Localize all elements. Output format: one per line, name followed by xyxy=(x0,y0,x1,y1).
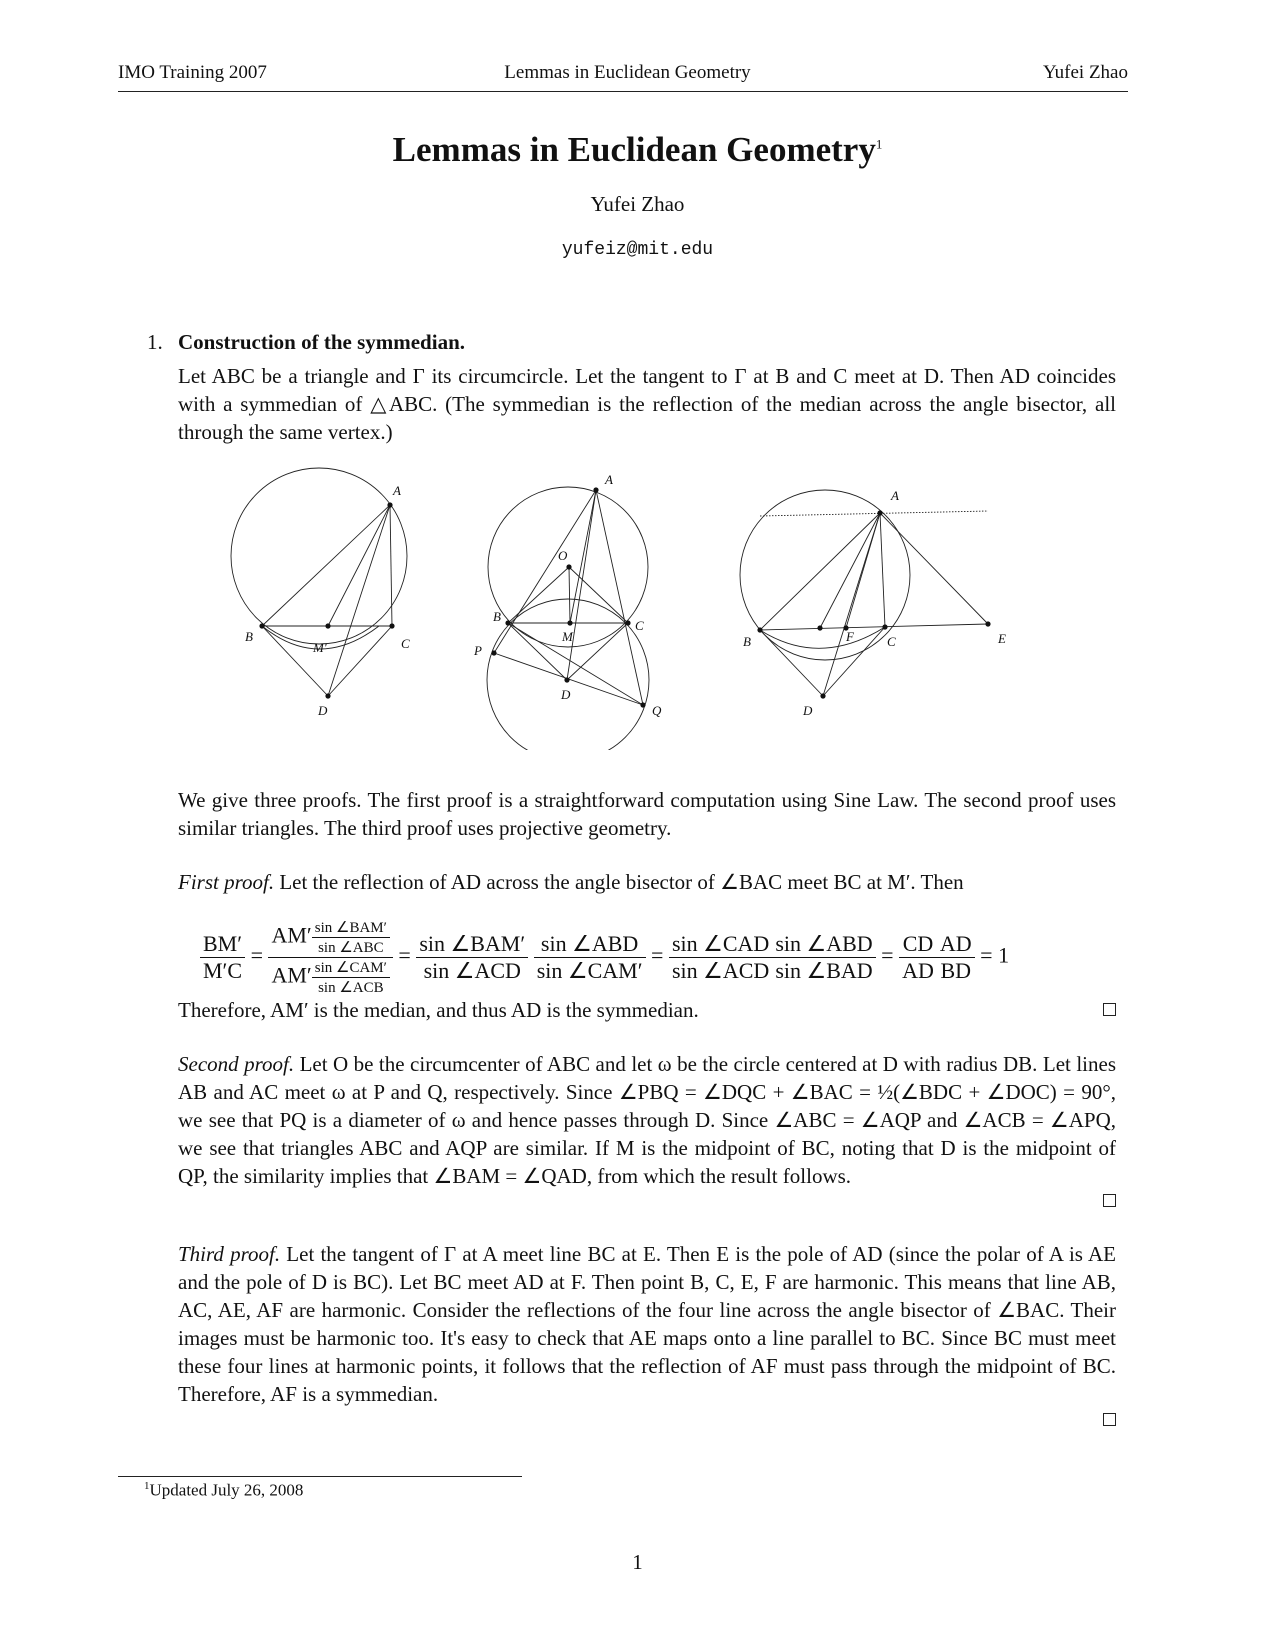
eq-term-3: $\frac{\text{sin ∠BAM′}}{\text{sin ∠ACD}}$ xyxy=(416,931,528,984)
first-proof-text xyxy=(178,868,1116,896)
third-proof-label: Third proof. xyxy=(178,1242,281,1266)
fig3-tangent-c xyxy=(823,627,885,696)
fig1-label-c: C xyxy=(401,636,410,651)
fig1-tangent-b xyxy=(262,626,328,696)
fig2-line-ap xyxy=(494,490,596,653)
fig2-ob xyxy=(508,567,569,623)
page-number: 1 xyxy=(632,1550,643,1574)
fig3-side-ac xyxy=(880,513,885,627)
proofs-intro: We give three proofs. The first proof is a straightforward computation using Sine Law. The second proof uses similar triangles. The third proof uses projective geometry. xyxy=(178,788,1116,840)
fig2-label-q: Q xyxy=(652,703,662,718)
fig2-db xyxy=(508,623,567,680)
fig3-label-b: B xyxy=(743,634,751,649)
header-left: IMO Training 2007 xyxy=(118,62,267,83)
fig1-label-a: A xyxy=(393,483,401,498)
eq-term-2: AM′ $\frac{\text{sin ∠BAM′}}{\text{sin ∠ABC}}$ AM′ $\frac{\text{sin ∠CAM′}}{\text{sin ∠ACB}}$ xyxy=(268,918,392,997)
fig2-label-d: D xyxy=(561,687,571,702)
fig2-label-b: B xyxy=(493,609,501,624)
page-title xyxy=(0,130,1275,170)
fig3-af xyxy=(846,513,880,628)
fig1-circumcircle xyxy=(231,468,407,644)
eq-term-1: $\frac{BM'}{M'C}$ xyxy=(200,931,245,984)
fig2-bq xyxy=(508,623,643,705)
fig1-label-d: D xyxy=(318,703,328,718)
section-title: Construction of the symmedian. xyxy=(178,330,465,354)
third-proof xyxy=(178,1240,1116,1408)
title-footnote-mark: 1 xyxy=(875,136,883,152)
eq-term-5: $\frac{\text{sin ∠CAD}}{\text{sin ∠ACD}}$ xyxy=(669,931,772,984)
fig1-label-m: M' xyxy=(313,640,327,655)
fig1-tangent-c xyxy=(328,626,392,696)
fig3-label-c: C xyxy=(887,634,896,649)
fig1-symmedian xyxy=(328,505,390,696)
fig3-ae xyxy=(880,513,988,624)
fig2-label-c: C xyxy=(635,618,644,633)
fig3-circumcircle xyxy=(740,490,910,660)
fig3-label-f: F xyxy=(846,629,854,644)
header-rule xyxy=(118,91,1128,92)
footnote xyxy=(144,1480,303,1501)
fig3-label-d: D xyxy=(803,703,813,718)
fig2-label-o: O xyxy=(558,548,568,563)
fig2-label-a: A xyxy=(605,472,613,487)
fig3-label-a: A xyxy=(891,488,899,503)
lemma-statement: Let ABC be a triangle and Γ its circumcircle. Let the tangent to Γ at B and C meet at D. Then AD coincides with a symmedian of △ABC. (The symmedian is the reflection of the median across the angle bisector, all through the same vertex.) xyxy=(178,364,1116,444)
fig3-tangent-b xyxy=(760,630,823,696)
footnote-text: Updated July 26, 2008 xyxy=(149,1480,304,1500)
footnote-rule xyxy=(118,1476,522,1477)
fig2-dc xyxy=(567,623,628,680)
second-proof-body: Let O be the circumcenter of ABC and let ω be the circle centered at D with radius DB. Let lines AB and AC meet ω at P and Q, respectively. Since ∠PBQ = ∠DQC + ∠BAC = ½(∠BDC + ∠DOC) = 90°, we see that PQ is a diameter of ω and hence passes through D. Since ∠ABC = ∠AQP and ∠ACB = ∠APQ, we see that triangles ABC and AQP are similar. If M is the midpoint of BC, noting that D is the midpoint of QP, the similarity implies that ∠BAM = ∠QAD, from which the result follows. xyxy=(178,1052,1117,1188)
fig3-label-e: E xyxy=(998,631,1006,646)
fig3-line-be xyxy=(760,624,988,630)
second-proof xyxy=(178,1050,1116,1190)
footnote-mark: 1 xyxy=(144,1480,150,1492)
fig2-line-aq xyxy=(596,490,643,705)
fig3-tangent-a xyxy=(760,511,988,516)
fig2-label-p: P xyxy=(474,643,482,658)
first-proof-body: Let the reflection of AD across the angle bisector of ∠BAC meet BC at M′. Then xyxy=(279,870,964,894)
fig2-symmedian xyxy=(567,490,596,680)
fig1-median xyxy=(328,505,390,626)
author: Yufei Zhao xyxy=(590,192,685,216)
eq-term-6: $\frac{\text{sin ∠ABD}}{\text{sin ∠BAD}}$ xyxy=(772,931,875,984)
header-center: Lemmas in Euclidean Geometry xyxy=(504,62,751,83)
qed-second xyxy=(1103,1194,1116,1207)
eq-term-7: $\frac{CD}{AD}$ xyxy=(899,931,937,984)
figures xyxy=(0,450,1275,750)
first-proof-equation: $\frac{BM'}{M'C}$ = AM′ $\frac{\text{sin ∠BAM′}}{\text{sin ∠ABC}}$ AM′ $\frac{\text{sin ∠CAM′}}{\text{sin ∠ACB}}$ = $\frac{\text{sin ∠BAM′}}{\text{sin ∠ACD}}$ $\frac{\text{sin ∠ABD}}{\text{sin ∠CAM′}}$ = $\frac{\text{sin ∠CAD}}{\text{sin ∠ACD}}$ $\frac{\text{sin ∠ABD}}{\text{sin ∠BAD}}$ = $\frac{CD}{AD}$ $\frac{AD}{BD}$ = 1 xyxy=(200,918,1120,997)
fig2-label-m: M xyxy=(562,629,573,644)
fig1-label-b: B xyxy=(245,629,253,644)
header-right: Yufei Zhao xyxy=(1043,62,1128,83)
qed-third xyxy=(1103,1413,1116,1426)
eq-result: = 1 xyxy=(980,942,1010,968)
section-number: 1. xyxy=(147,330,163,354)
first-proof-label: First proof. xyxy=(178,870,275,894)
eq-term-4: $\frac{\text{sin ∠ABD}}{\text{sin ∠CAM′}}$ xyxy=(534,931,646,984)
email: yufeiz@mit.edu xyxy=(561,240,714,260)
fig2-om xyxy=(569,567,570,623)
qed-first xyxy=(1103,1003,1116,1016)
second-proof-label: Second proof. xyxy=(178,1052,295,1076)
title-text: Lemmas in Euclidean Geometry xyxy=(392,130,876,169)
third-proof-body: Let the tangent of Γ at A meet line BC at E. Then E is the pole of AD (since the polar of A is AE and the pole of D is BC). Let BC meet AD at F. Then point B, C, E, F are harmonic. This means that line AB, AC, AE, AF are harmonic. Consider the reflections of the four line across the angle bisector of ∠BAC. Their images must be harmonic too. It's easy to check that AE maps onto a line parallel to BC. Since BC must meet these four lines at harmonic points, it follows that the reflection of AF must pass through the midpoint of BC. Therefore, AF is a symmedian. xyxy=(178,1242,1117,1406)
fig3-arc xyxy=(760,627,885,648)
first-proof-conclusion: Therefore, AM′ is the median, and thus AD is the symmedian. xyxy=(178,998,699,1022)
eq-term-8: $\frac{AD}{BD}$ xyxy=(937,931,975,984)
